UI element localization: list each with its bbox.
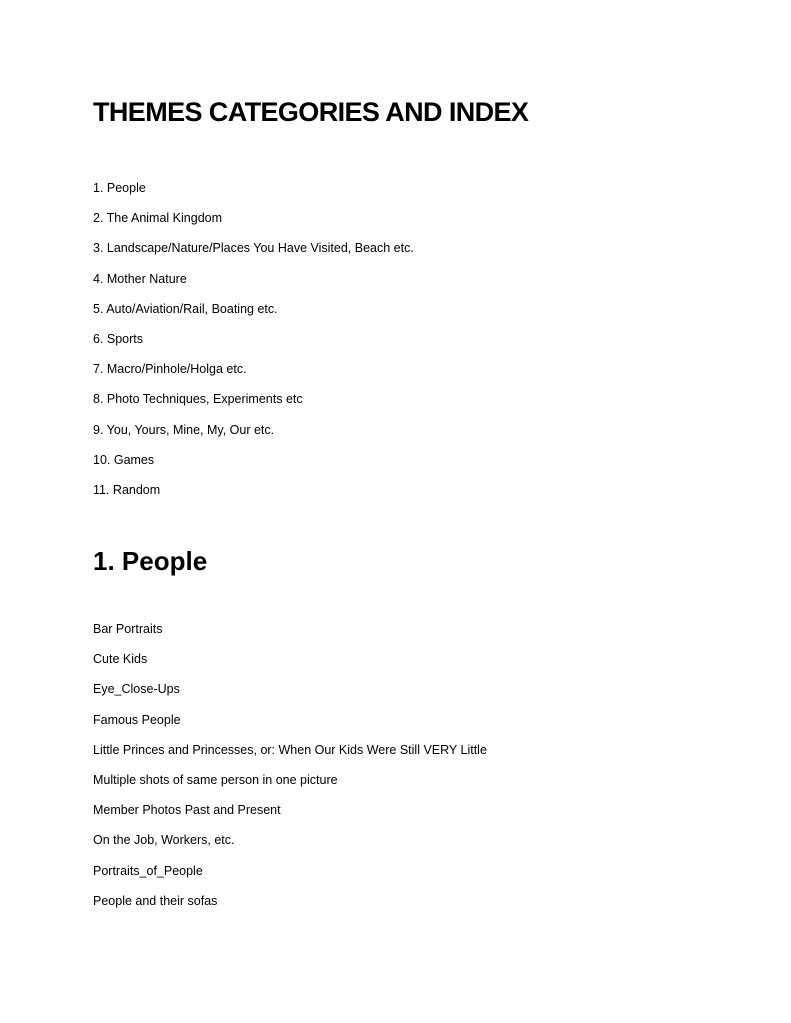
index-item: 11. Random <box>93 482 161 497</box>
index-item: 5. Auto/Aviation/Rail, Boating etc. <box>93 301 278 316</box>
index-item: 9. You, Yours, Mine, My, Our etc. <box>93 422 275 437</box>
theme-item: On the Job, Workers, etc. <box>93 833 235 848</box>
index-item: 1. People <box>93 181 146 195</box>
theme-item: People and their sofas <box>93 893 218 908</box>
section-heading: 1. People <box>93 546 208 576</box>
people-theme-list <box>93 619 487 921</box>
index-item: 10. Games <box>93 452 155 467</box>
index-item: 3. Landscape/Nature/Places You Have Visited, Beach etc. <box>93 241 414 256</box>
index-item: 8. Photo Techniques, Experiments etc <box>93 392 303 407</box>
page-title: THEMES CATEGORIES AND INDEX <box>93 97 529 127</box>
category-index-list <box>93 178 414 510</box>
theme-item: Multiple shots of same person in one picture <box>93 772 338 787</box>
theme-item: Cute Kids <box>93 652 148 667</box>
theme-item: Eye_Close-Ups <box>93 682 180 697</box>
theme-item: Bar Portraits <box>93 622 163 636</box>
theme-item: Portraits_of_People <box>93 863 203 878</box>
index-item: 4. Mother Nature <box>93 271 187 286</box>
index-item: 7. Macro/Pinhole/Holga etc. <box>93 362 247 377</box>
theme-item: Member Photos Past and Present <box>93 803 281 818</box>
index-item: 2. The Animal Kingdom <box>93 211 223 226</box>
theme-item: Little Princes and Princesses, or: When Our Kids Were Still VERY Little <box>93 742 487 757</box>
theme-item: Famous People <box>93 712 181 727</box>
index-item: 6. Sports <box>93 331 144 346</box>
